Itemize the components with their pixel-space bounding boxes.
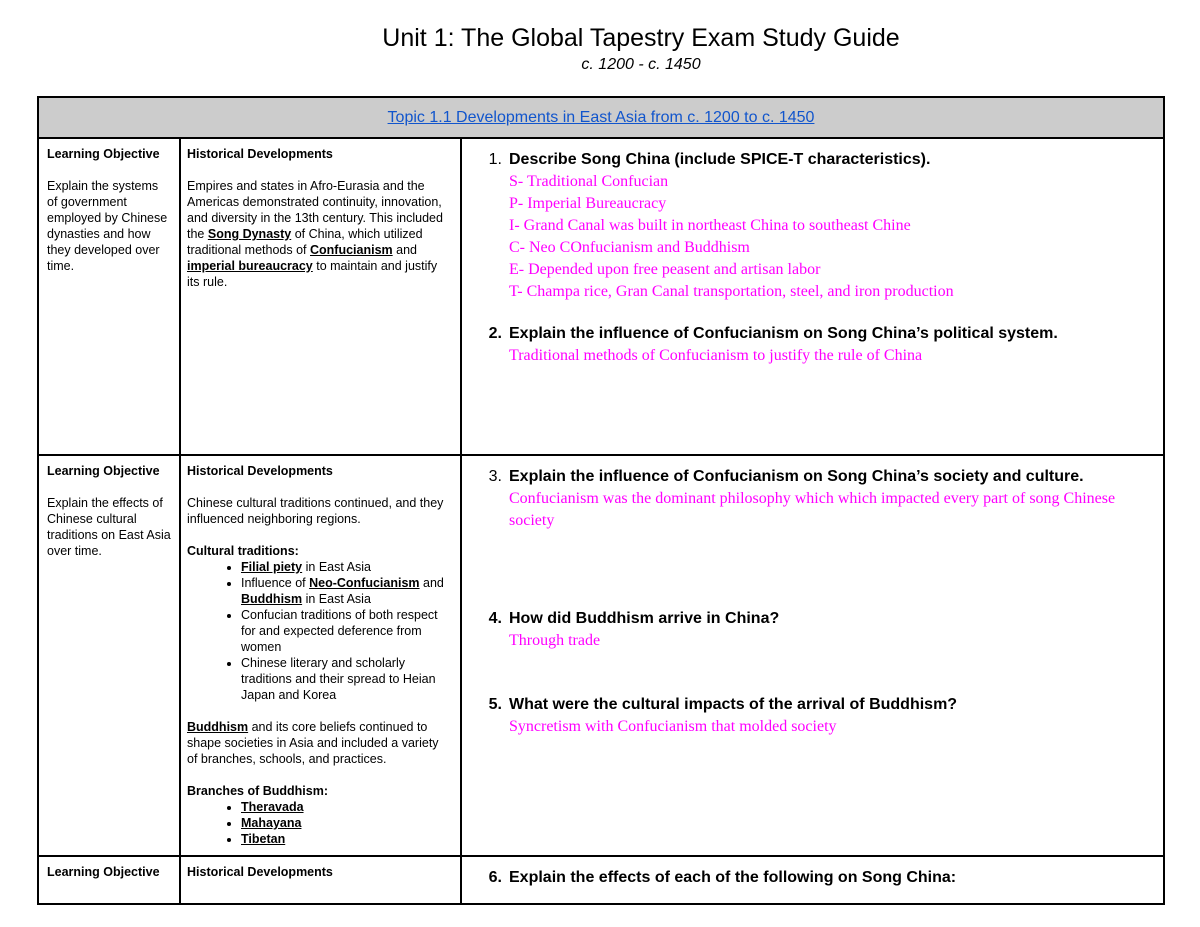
historical-developments-header: Historical Developments xyxy=(187,147,333,161)
cultural-traditions-list xyxy=(187,559,452,703)
learning-objective-cell xyxy=(38,856,180,904)
question: 6. Explain the effects of each of the following on Song China: xyxy=(488,869,957,886)
answer-line: Syncretism with Confucianism that molded society xyxy=(509,718,837,735)
historical-developments-cell xyxy=(180,455,461,856)
question: 1. Describe Song China (include SPICE-T characteristics). xyxy=(488,151,931,168)
learning-objective-text: Explain the systems of government employed by Chinese dynasties and how they developed over time. xyxy=(47,179,168,273)
document-subtitle: c. 1200 - c. 1450 xyxy=(581,56,701,73)
answer-line: I- Grand Canal was built in northeast China to southeast Chine xyxy=(509,217,911,234)
questions-cell xyxy=(461,138,1164,455)
table-row xyxy=(38,138,1164,455)
list-item: • Filial piety in East Asia xyxy=(241,559,452,575)
question: 3. Explain the influence of Confucianism on Song China’s society and culture. xyxy=(488,468,1084,485)
buddhism-paragraph: Buddhism and its core beliefs continued to shape societies in Asia and included a variety of branches, schools, and practices. xyxy=(187,720,439,766)
historical-developments-header: Historical Developments xyxy=(187,865,333,879)
cultural-traditions-label: Cultural traditions: xyxy=(187,544,299,558)
question: 4. How did Buddhism arrive in China? xyxy=(488,610,780,627)
list-item: • Influence of Neo-Confucianism and Buddhism in East Asia xyxy=(241,575,452,607)
list-item: • Confucian traditions of both respect for and expected deference from women xyxy=(241,607,452,655)
questions-cell xyxy=(461,455,1164,856)
answer-line: P- Imperial Bureaucracy xyxy=(509,195,667,212)
branches-list xyxy=(187,799,452,847)
learning-objective-header: Learning Objective xyxy=(47,865,160,879)
historical-developments-cell xyxy=(180,856,461,904)
key-term: Song Dynasty xyxy=(207,227,292,241)
list-item: • Tibetan xyxy=(241,831,452,847)
list-item: • Mahayana xyxy=(241,815,452,831)
study-guide-table xyxy=(37,96,1165,905)
learning-objective-text: Explain the effects of Chinese cultural traditions on East Asia over time. xyxy=(47,496,171,558)
branches-label: Branches of Buddhism: xyxy=(187,784,328,798)
table-row xyxy=(38,856,1164,904)
learning-objective-cell xyxy=(38,455,180,856)
key-term: imperial bureaucracy xyxy=(187,259,313,273)
answer-line: C- Neo COnfucianism and Buddhism xyxy=(509,239,750,256)
list-item: • Theravada xyxy=(241,799,452,815)
historical-developments-cell xyxy=(180,138,461,455)
question: 2. Explain the influence of Confucianism on Song China’s political system. xyxy=(488,325,1058,342)
learning-objective-header: Learning Objective xyxy=(47,147,160,161)
answer-line: Confucianism was the dominant philosophy which which impacted every part of song Chinese society xyxy=(509,490,1116,529)
document-title: Unit 1: The Global Tapestry Exam Study Guide xyxy=(382,24,900,52)
list-item: • Chinese literary and scholarly traditions and their spread to Heian Japan and Korea xyxy=(241,655,452,703)
answer-line: Traditional methods of Confucianism to justify the rule of China xyxy=(509,347,923,364)
question: 5. What were the cultural impacts of the arrival of Buddhism? xyxy=(488,696,958,713)
learning-objective-header: Learning Objective xyxy=(47,464,160,478)
historical-developments-intro: Chinese cultural traditions continued, and they influenced neighboring regions. xyxy=(187,496,444,526)
answer-line: E- Depended upon free peasent and artisan labor xyxy=(509,261,821,278)
key-term: Confucianism xyxy=(310,243,393,257)
historical-developments-text: Empires and states in Afro-Eurasia and the Americas demonstrated continuity, innovation, and diversity in the 13th century. This included the Song Dynasty of China, which utilized traditional methods of Confucianism and imperial bureaucracy to maintain and justify its rule. xyxy=(187,179,443,289)
answer-line: T- Champa rice, Gran Canal transportation, steel, and iron production xyxy=(509,283,954,300)
table-row xyxy=(38,455,1164,856)
answer-line: Through trade xyxy=(509,632,601,649)
topic-header xyxy=(38,97,1164,138)
historical-developments-header: Historical Developments xyxy=(187,464,333,478)
learning-objective-cell xyxy=(38,138,180,455)
topic-link[interactable]: Topic 1.1 Developments in East Asia from c. 1200 to c. 1450 xyxy=(387,108,815,126)
questions-cell xyxy=(461,856,1164,904)
answer-line: S- Traditional Confucian xyxy=(509,173,669,190)
